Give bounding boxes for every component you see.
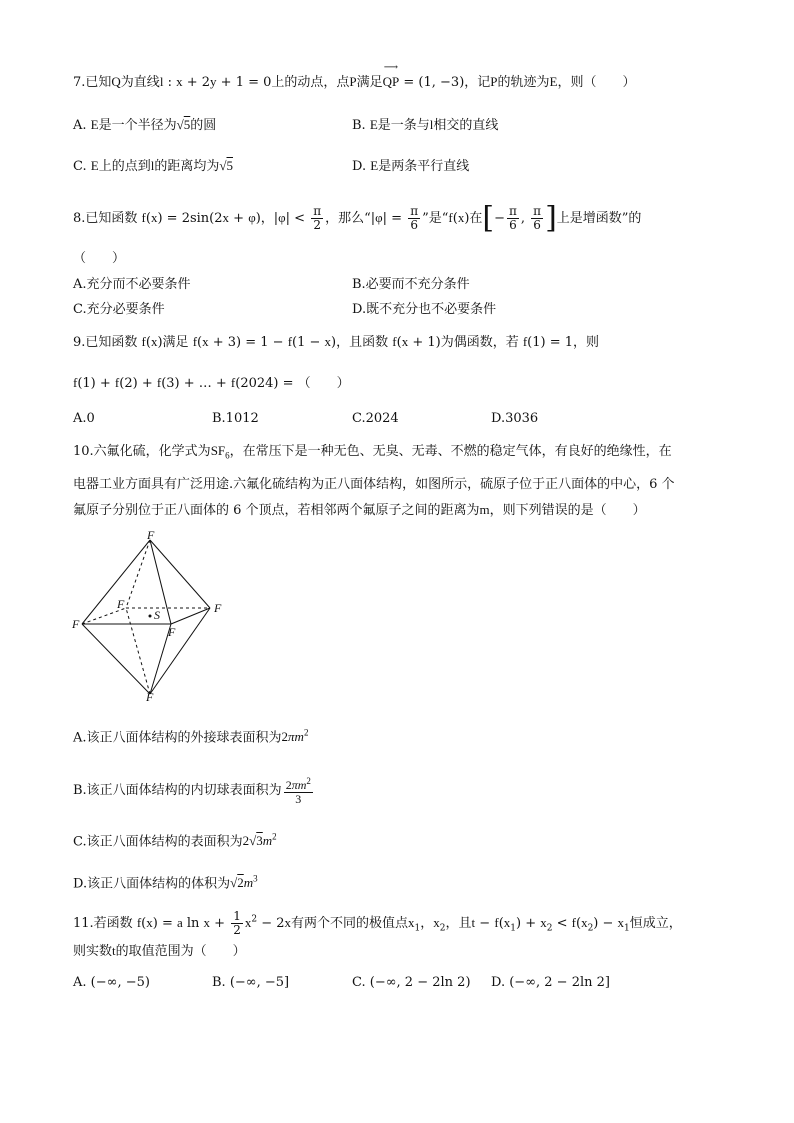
label-f-front: F [168, 625, 176, 639]
label-f-right: F [214, 601, 222, 615]
question-11-option-c: C. (−∞, 2 − 2ln 2) [352, 975, 471, 990]
label-f-top: F [147, 528, 155, 542]
label-f-left: F [72, 617, 80, 631]
question-9-option-d: D.3036 [491, 411, 539, 426]
question-9-option-c: C.2024 [352, 411, 399, 426]
question-9-option-a: A.0 [73, 411, 95, 426]
question-10-line-2: 电器工业方面具有广泛用途.六氟化硫结构为正八面体结构，如图所示，硫原子位于正八面体的中心，6 个 [73, 477, 675, 492]
question-11-option-d: D. (−∞, 2 − 2ln 2] [491, 975, 610, 990]
question-10-line-1: 10.六氟化硫，化学式为$SF_6$，在常压下是一种无色、无臭、无毒、不燃的稳定气体，有良好的绝缘性，在 [73, 443, 672, 461]
question-11-option-a: A. (−∞, −5) [73, 975, 150, 990]
question-9-option-b: B.1012 [212, 411, 259, 426]
label-s: S [154, 608, 160, 622]
question-8-stem: 8.已知函数 f(x) = 2sin(2x + φ)，|φ| < $\frac{\pi}{2}$ ，那么“|φ| = $\frac{\pi}{6}$ ”是“f(x)在[− $\frac{\pi}{6}$ , $\frac{\pi}{6}$ ]上是增函数”的 [73, 200, 642, 236]
question-7-option-d: D. E是两条平行直线 [352, 158, 470, 174]
question-9-stem-line2: f(1) + f(2) + f(3) + … + f(2024) = （ ） [73, 375, 350, 391]
question-7-stem: 7.已知Q为直线l : x + 2y + 1 = 0上的动点，点P满足 ⟶ QP = (1, −3)，记P的轨迹为E，则（ ） [73, 62, 636, 90]
question-10-option-d: D.该正八面体结构的体积为$√2m^3$ [73, 874, 258, 892]
question-7-option-b: B. E是一条与l相交的直线 [352, 117, 499, 133]
question-10-option-b: B.该正八面体结构的内切球表面积为 $\frac{2\pi m^2}{3}$ [73, 776, 311, 806]
question-11-line-1: 11.若函数 f(x) = a ln x + $\frac{1}{2}$ $x^2 - 2x$有两个不同的极值点$x_1$，$x_2$，且$t - f(x_1) + x_2 < f(x_2) - x_1$恒成立， [73, 909, 682, 937]
center-dot [149, 615, 152, 618]
question-7-option-c: C. E上的点到l的距离均为√5 [73, 158, 233, 174]
question-10-option-a: A.该正八面体结构的外接球表面积为$2\pi m^2$ [73, 728, 309, 746]
question-10-option-c: C.该正八面体结构的表面积为$2√3m^2$ [73, 832, 277, 850]
question-8-option-c: C.充分必要条件 [73, 302, 165, 317]
question-11-option-b: B. (−∞, −5] [212, 975, 290, 990]
octahedron-figure [70, 528, 250, 703]
label-f-bottom: F [146, 690, 154, 703]
question-9-stem: 9.已知函数 f(x)满足 f(x + 3) = 1 − f(1 − x)，且函数 f(x + 1)为偶函数，若 f(1) = 1，则 [73, 334, 600, 350]
question-8-option-b: B.必要而不充分条件 [352, 277, 470, 292]
edge-top-back [126, 540, 150, 608]
question-10-line-3: 氟原子分别位于正八面体的 6 个顶点，若相邻两个氟原子之间的距离为m，则下列错误的是（ ） [73, 502, 646, 518]
question-11-line-2: 则实数t的取值范围为（ ） [73, 943, 246, 959]
question-7-option-a: A. E是一个半径为√5的圆 [73, 117, 217, 133]
label-f-back: F [117, 597, 125, 611]
question-8-option-a: A.充分而不必要条件 [73, 277, 191, 292]
question-8-option-d: D.既不充分也不必要条件 [352, 302, 497, 317]
question-8-paren: （ ） [73, 251, 126, 266]
